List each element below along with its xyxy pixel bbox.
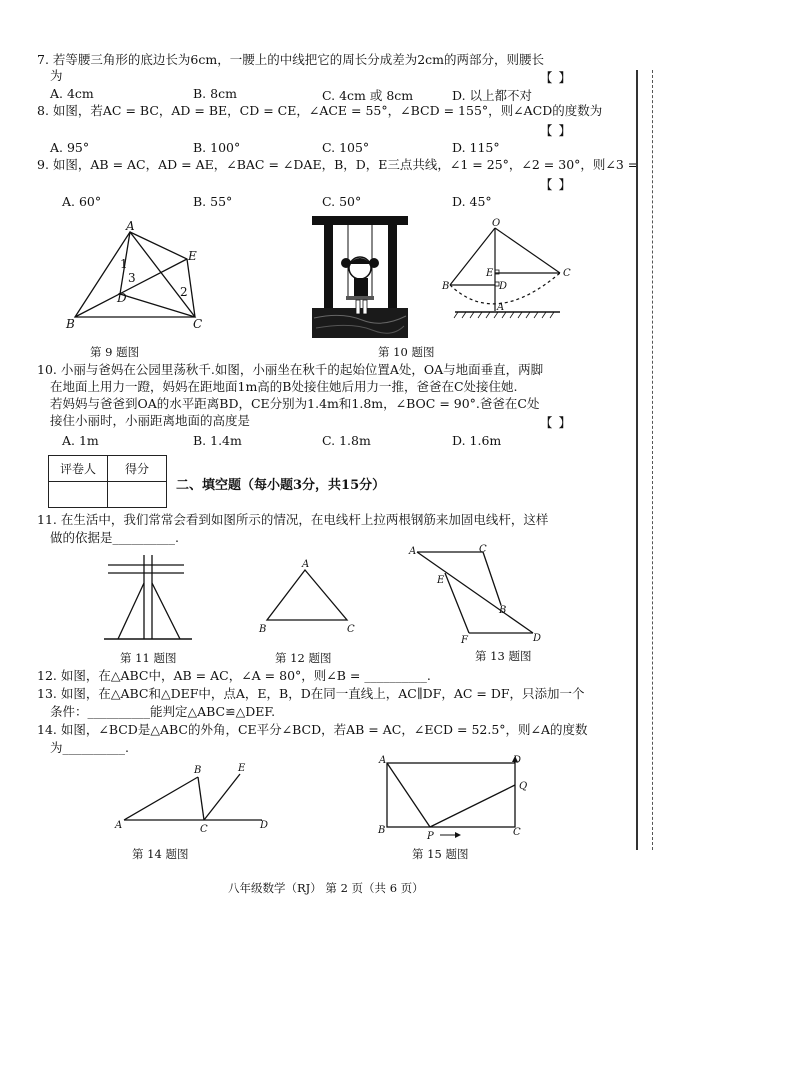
fig12-label-a: A — [302, 559, 310, 570]
figure-10-caption: 第 10 题图 — [378, 345, 435, 359]
fig14-label-b: B — [194, 765, 202, 776]
q10-text-line4: 接住小丽时，小丽距离地面的高度是 — [50, 413, 251, 428]
fig9-label-2: 2 — [180, 285, 188, 299]
q11-text-line1: 11. 在生活中，我们常常会看到如图所示的情况，在电线杆上拉两根钢筋来加固电线杆，这样 — [37, 512, 549, 527]
q8-option-b: B. 100° — [193, 140, 241, 155]
q13-text-line1: 13. 如图，在△ABC和△DEF中，点A，E，B，D在同一直线上，AC∥DF，AC = DF，只添加一个 — [37, 686, 585, 701]
q10-answer-bracket: 【 】 — [540, 415, 572, 430]
figure-13-caption: 第 13 题图 — [475, 649, 532, 663]
q10-text-line1: 10. 小丽与爸妈在公园里荡秋千.如图，小丽坐在秋千的起始位置A处，OA与地面垂直，两脚 — [37, 362, 544, 377]
figure-12-diagram — [255, 558, 365, 633]
q8-answer-bracket: 【 】 — [540, 123, 572, 138]
q9-option-b: B. 55° — [193, 194, 233, 209]
q14-text-line2: 为__________. — [50, 740, 129, 755]
q9-text-line1: 9. 如图，AB = AC，AD = AE，∠BAC = ∠DAE，B，D，E三点共线，∠1 = 25°，∠2 = 30°，则∠3 = — [37, 157, 639, 172]
figure-11-diagram — [100, 553, 200, 645]
q7-text-line2: 为 — [50, 68, 63, 83]
q14-text-line1: 14. 如图，∠BCD是△ABC的外角，CE平分∠BCD，若AB = AC，∠ECD = 52.5°，则∠A的度数 — [37, 722, 588, 737]
fig9-label-d: D — [117, 291, 127, 305]
score-table — [48, 455, 167, 508]
fig13-label-c: C — [479, 544, 487, 555]
q12-text: 12. 如图，在△ABC中，AB = AC，∠A = 80°，则∠B = __________. — [37, 668, 431, 683]
q9-option-a: A. 60° — [62, 194, 102, 209]
fig9-label-e: E — [188, 249, 197, 263]
q7-text-line1: 7. 若等腰三角形的底边长为6cm，一腰上的中线把它的周长分成差为2cm的两部分，则腰长 — [37, 52, 545, 67]
q7-option-d: D. 以上都不对 — [452, 88, 533, 103]
figure-15-caption: 第 15 题图 — [412, 847, 469, 861]
q8-option-a: A. 95° — [50, 140, 90, 155]
q10-option-b: B. 1.4m — [193, 433, 242, 448]
q9-option-d: D. 45° — [452, 194, 492, 209]
q10-text-line2: 在地面上用力一蹬，妈妈在距地面1m高的B处接住她后用力一推，爸爸在C处接住她. — [50, 379, 518, 394]
score-table-score-cell[interactable] — [108, 482, 167, 508]
q8-text-line1: 8. 如图，若AC = BC，AD = BE，CD = CE，∠ACE = 55°，∠BCD = 155°，则∠ACD的度数为 — [37, 103, 603, 118]
q10-option-a: A. 1m — [62, 433, 99, 448]
fig12-label-c: C — [347, 624, 355, 635]
fig15-label-p: P — [427, 831, 434, 842]
figure-10-swing-picture — [312, 216, 408, 338]
fig15-label-d: D — [513, 755, 522, 766]
fig15-label-q: Q — [519, 781, 528, 792]
q7-option-c: C. 4cm 或 8cm — [322, 88, 414, 103]
fig12-label-b: B — [259, 624, 267, 635]
fig13-label-a: A — [409, 546, 417, 557]
figure-15-diagram — [375, 755, 535, 840]
q10-text-line3: 若妈妈与爸爸到OA的水平距离BD，CE分别为1.4m和1.8m，∠BOC = 90°.爸爸在C处 — [50, 396, 540, 411]
fig14-label-e: E — [238, 763, 246, 774]
figure-9-diagram — [60, 219, 220, 332]
q10-option-c: C. 1.8m — [322, 433, 371, 448]
figure-11-caption: 第 11 题图 — [120, 651, 177, 665]
q13-text-line2: 条件：__________能判定△ABC≌△DEF. — [50, 704, 276, 719]
q8-option-d: D. 115° — [452, 140, 500, 155]
section-2-heading: 二、填空题（每小题3分，共15分） — [176, 478, 386, 493]
fig13-label-d: D — [533, 633, 542, 644]
figure-14-diagram — [112, 762, 272, 835]
fig9-label-c: C — [193, 317, 203, 331]
fig9-label-b: B — [66, 317, 75, 331]
fig15-label-c: C — [513, 827, 521, 838]
fig10-label-e: E — [486, 268, 494, 279]
score-table-grader-header: 评卷人 — [49, 456, 108, 482]
q7-option-a: A. 4cm — [50, 86, 94, 101]
fig9-label-3: 3 — [128, 271, 136, 285]
figure-10-diagram — [440, 218, 575, 323]
figure-9-caption: 第 9 题图 — [90, 345, 140, 359]
fig15-label-a: A — [379, 755, 387, 766]
figure-14-caption: 第 14 题图 — [132, 847, 189, 861]
q8-option-c: C. 105° — [322, 140, 370, 155]
fig10-label-a: A — [497, 302, 505, 313]
score-table-grader-cell[interactable] — [49, 482, 108, 508]
fig13-label-e: E — [437, 575, 445, 586]
q11-text-line2: 做的依据是__________. — [50, 530, 179, 545]
q9-answer-bracket: 【 】 — [540, 177, 572, 192]
fig14-label-a: A — [115, 820, 123, 831]
q10-option-d: D. 1.6m — [452, 433, 502, 448]
figure-12-caption: 第 12 题图 — [275, 651, 332, 665]
page-footer: 八年级数学（RJ） 第 2 页（共 6 页） — [228, 881, 424, 895]
fig15-label-b: B — [378, 825, 386, 836]
figure-13-diagram — [405, 543, 545, 645]
fig9-label-1: 1 — [120, 257, 128, 271]
score-table-score-header: 得分 — [108, 456, 167, 482]
fig14-label-d: D — [260, 820, 269, 831]
q9-option-c: C. 50° — [322, 194, 362, 209]
fig13-label-b: B — [499, 605, 507, 616]
binding-margin-strip — [636, 70, 653, 850]
q7-option-b: B. 8cm — [193, 86, 237, 101]
fig13-label-f: F — [461, 635, 468, 646]
fig10-label-c: C — [563, 268, 571, 279]
fig10-label-d: D — [499, 281, 508, 292]
q7-answer-bracket: 【 】 — [540, 70, 572, 85]
fig10-label-o: O — [492, 218, 501, 229]
fig14-label-c: C — [200, 824, 208, 835]
fig9-label-a: A — [126, 219, 135, 233]
fig10-label-b: B — [442, 281, 450, 292]
